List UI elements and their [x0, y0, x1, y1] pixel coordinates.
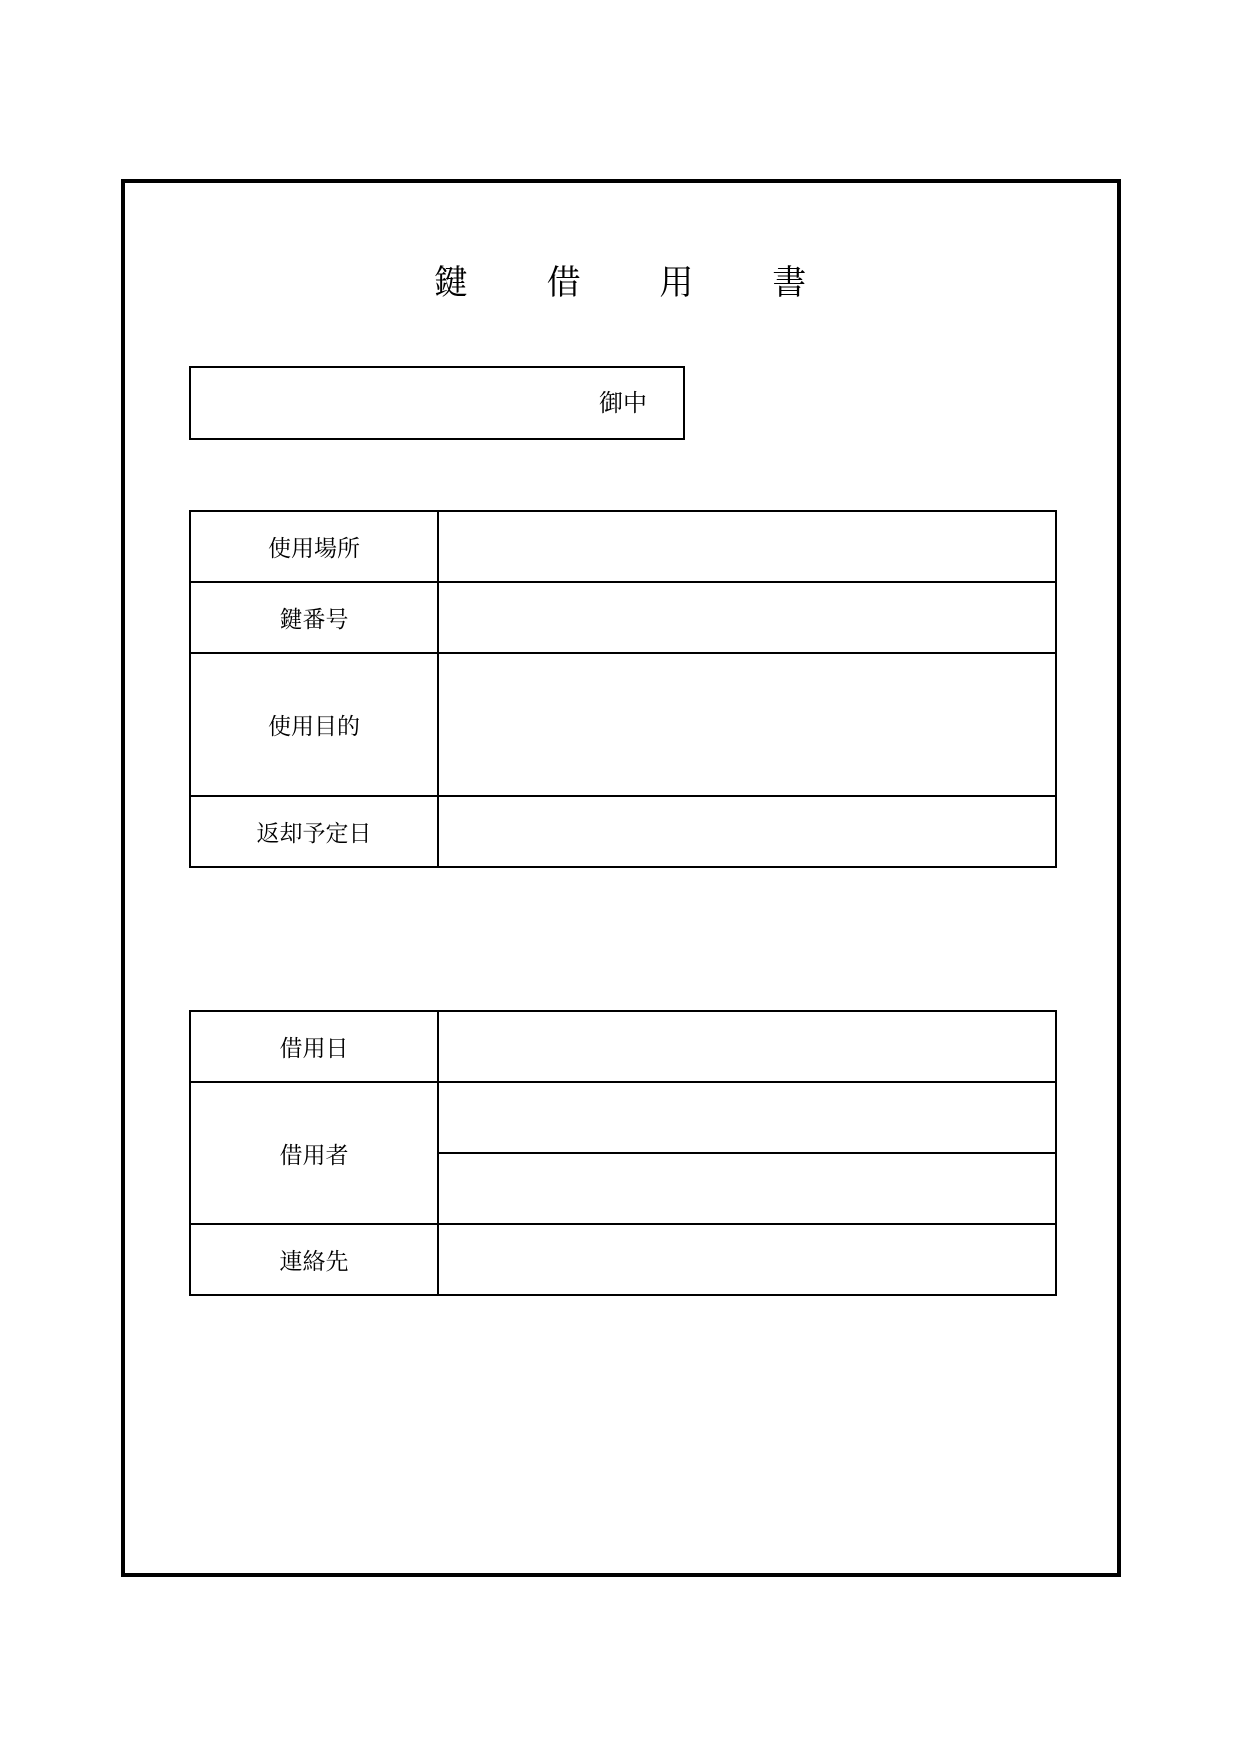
addressee-suffix: 御中 [599, 389, 647, 417]
table-row [190, 1011, 1056, 1082]
table-row [190, 1224, 1056, 1295]
borrower-field-line1[interactable] [438, 1082, 1056, 1153]
key-number-field[interactable] [438, 582, 1056, 653]
borrow-date-field[interactable] [438, 1011, 1056, 1082]
contact-field[interactable] [438, 1224, 1056, 1295]
borrower-info-table [189, 1010, 1057, 1296]
table-row [190, 582, 1056, 653]
document-title: 鍵 借 用 書 [433, 263, 841, 303]
addressee-box [189, 366, 685, 440]
usage-location-field[interactable] [438, 511, 1056, 582]
borrower-field-line2[interactable] [438, 1153, 1056, 1224]
return-date-field[interactable] [438, 796, 1056, 867]
borrow-date-label: 借用日 [190, 1011, 438, 1082]
usage-purpose-label: 使用目的 [190, 653, 438, 796]
table-row [190, 511, 1056, 582]
table-row [190, 1082, 1056, 1153]
table-row [190, 653, 1056, 796]
table-row [190, 796, 1056, 867]
usage-location-label: 使用場所 [190, 511, 438, 582]
addressee-field[interactable] [201, 380, 581, 426]
borrower-label: 借用者 [190, 1082, 438, 1224]
key-number-label: 鍵番号 [190, 582, 438, 653]
return-date-label: 返却予定日 [190, 796, 438, 867]
usage-purpose-field[interactable] [438, 653, 1056, 796]
contact-label: 連絡先 [190, 1224, 438, 1295]
key-info-table [189, 510, 1057, 868]
